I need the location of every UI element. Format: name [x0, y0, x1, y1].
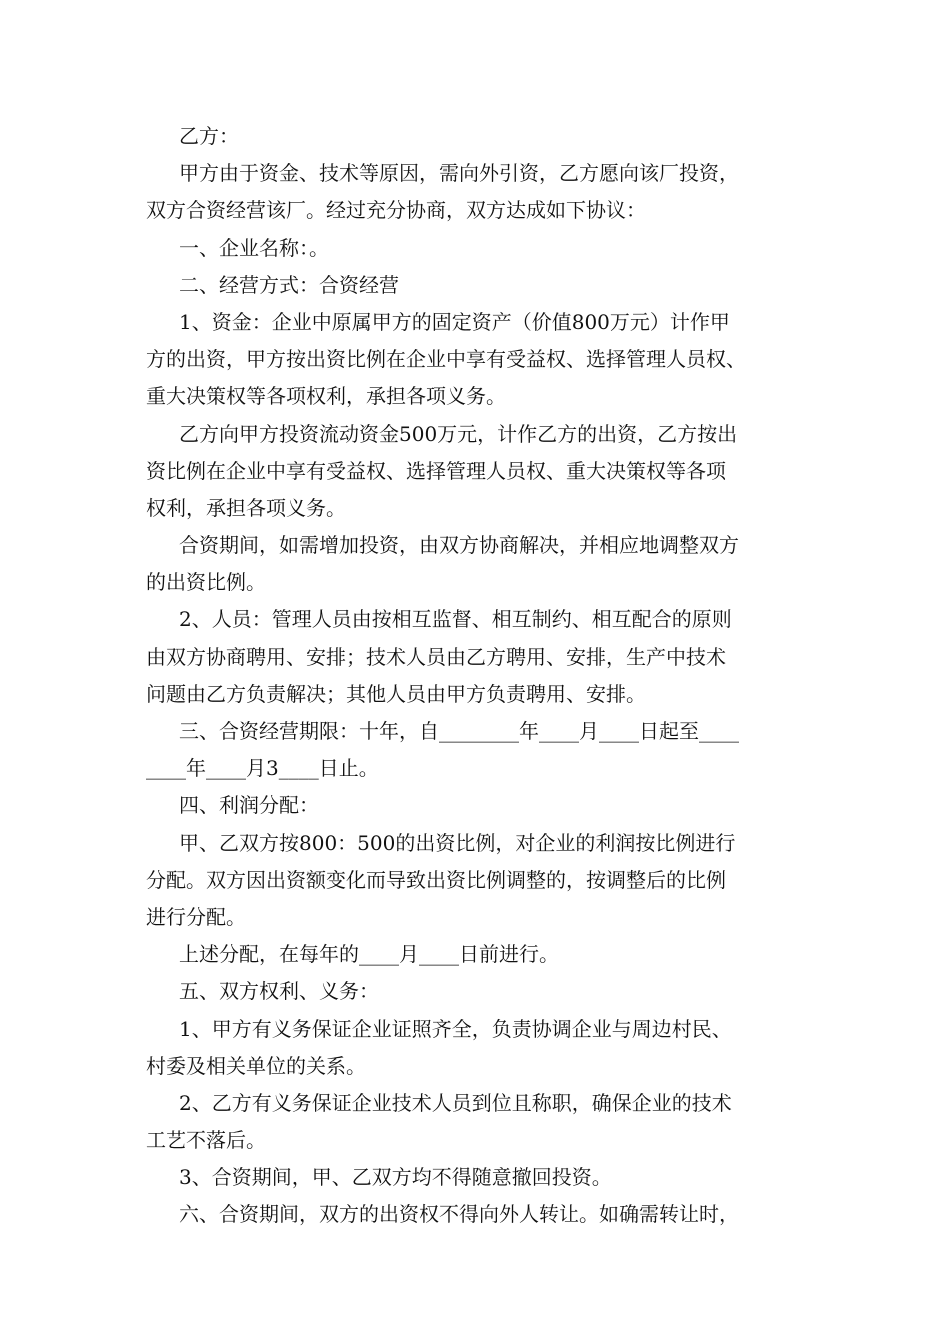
- paragraph-line: 村委及相关单位的关系。: [146, 1053, 366, 1078]
- clause-heading: 三、合资经营期限：十年，自________年____月____日起至____: [179, 719, 739, 743]
- paragraph-line: 重大决策权等各项权利，承担各项义务。: [146, 384, 506, 409]
- paragraph-line: 3、合资期间，甲、乙双方均不得随意撤回投资。: [179, 1165, 612, 1190]
- paragraph-line: 由双方协商聘用、安排；技术人员由乙方聘用、安排，生产中技术: [146, 644, 726, 669]
- paragraph-line: ____年____月3____日止。: [146, 756, 379, 781]
- paragraph-line: 进行分配。: [146, 904, 246, 929]
- paragraph-line: 1、甲方有义务保证企业证照齐全，负责协调企业与周边村民、: [179, 1016, 732, 1041]
- paragraph-line: 2、乙方有义务保证企业技术人员到位且称职，确保企业的技术: [179, 1090, 732, 1115]
- paragraph-line: 分配。双方因出资额变化而导致出资比例调整的，按调整后的比例: [146, 867, 726, 892]
- paragraph-line: 工艺不落后。: [146, 1128, 266, 1153]
- party-b-label: 乙方：: [179, 124, 239, 148]
- clause-heading: 一、企业名称：。: [179, 235, 329, 260]
- paragraph-line: 上述分配，在每年的____月____日前进行。: [179, 942, 559, 967]
- paragraph-line: 2、人员：管理人员由按相互监督、相互制约、相互配合的原则: [179, 607, 732, 632]
- paragraph-line: 权利，承担各项义务。: [146, 495, 346, 520]
- paragraph-line: 1、资金：企业中原属甲方的固定资产（价值800万元）计作甲: [179, 309, 730, 334]
- paragraph-line: 合资期间，如需增加投资，由双方协商解决，并相应地调整双方: [179, 533, 739, 558]
- paragraph-line: 资比例在企业中享有受益权、选择管理人员权、重大决策权等各项: [146, 458, 726, 483]
- paragraph-line: 乙方向甲方投资流动资金500万元，计作乙方的出资，乙方按出: [179, 421, 738, 446]
- clause-heading: 五、双方权利、义务：: [179, 979, 379, 1004]
- paragraph-line: 甲、乙双方按800：500的出资比例，对企业的利润按比例进行: [179, 830, 736, 855]
- clause-heading: 六、合资期间，双方的出资权不得向外人转让。如确需转让时，: [179, 1202, 739, 1227]
- paragraph-line: 的出资比例。: [146, 570, 266, 595]
- paragraph-line: 方的出资，甲方按出资比例在企业中享有受益权、选择管理人员权、: [146, 347, 746, 372]
- document-body: [146, 118, 806, 1234]
- preamble-line: 甲方由于资金、技术等原因，需向外引资，乙方愿向该厂投资，: [179, 161, 739, 186]
- preamble-line: 双方合资经营该厂。经过充分协商，双方达成如下协议：: [146, 198, 646, 223]
- paragraph-line: 问题由乙方负责解决；其他人员由甲方负责聘用、安排。: [146, 681, 646, 706]
- clause-heading: 四、利润分配：: [179, 793, 319, 818]
- clause-heading: 二、经营方式：合资经营: [179, 272, 399, 297]
